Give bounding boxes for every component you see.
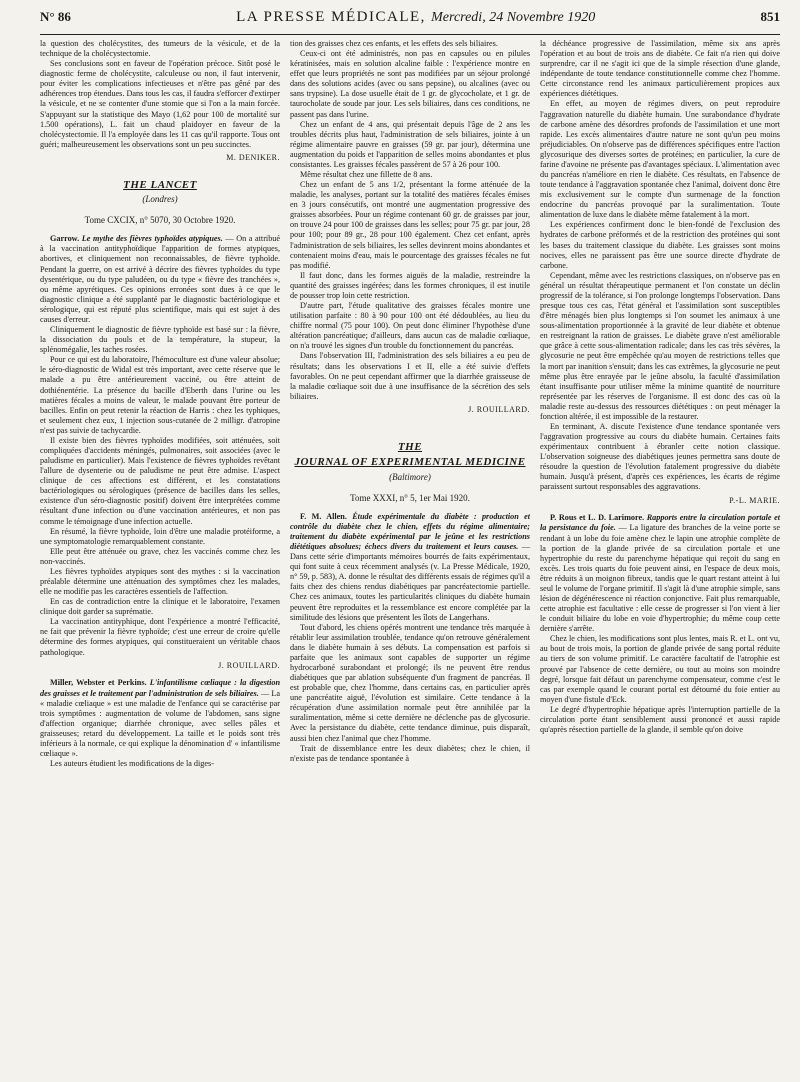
paragraph: la déchéance progressive de l'assimilation, même six ans après l'opération et au bout de trois ans de diabète. Ce fait n'a rien qui doive surprendre, car il ne s'agit ici que de la simple résection d'une glande, indépendante de toute tendance constitutionnelle comme chez l'homme. Cette circonstance rend les animaux particulièrement propices aux expériences diététiques.	[540, 39, 780, 99]
issue-date: Mercredi, 24 Novembre 1920	[431, 9, 596, 25]
paragraph: Tout d'abord, les chiens opérés montrent une tendance très marquée à rétablir leur assimilation troublée, tendance qu'on retrouve généralement dans le diabète humain à ses débuts. La compensation est parfois si parfaite que les animaux sont capables de supporter un régime hydrocarboné surabondant et prolongé; ils ne peuvent être rendus diabétiques que par ablation subséquente d'un fragment de pancréas. Il est probable que, chez l'homme, dans certains cas, en particulier après une pancréatite aiguë, l'évolution est similaire. Cette tendance à la récupération d'une assimilation normale peut être annihilée par la suralimentation, même si cette dernière ne déclenche pas de glycosurie. Avec la persistance du diabète, cette tendance diminue, puis disparaît, aussi bien chez l'animal que chez l'homme.	[290, 622, 530, 743]
page-header	[40, 0, 780, 35]
paragraph: Pour ce qui est du laboratoire, l'hémoculture est d'une valeur absolue; le séro-diagnostic de Widal est très important, avec cette réserve que le malade a pu être antérieurement vacciné, ou être atteint de dothiénentérie. La présence du bacille d'Eberth dans l'urine ou les matières fécales a moins de valeur, le malade pouvant être porteur de bacilles. Enfin on peut retenir la réaction de Harris : chez les typhiques, et seulement chez eux, 1 injection sous-cutanée de 2 milligr. d'atropine n'est pas suivie de tachycardie.	[40, 355, 280, 435]
column-3	[540, 39, 780, 769]
article-title: Étude expérimentale du diabète : production et contrôle du diabète chez le chien, effets du régime alimentaire; traitement du diabète expérimental par le jeûne et les restrictions diététiques absolues; échecs divers du traitement et leurs causes.	[290, 511, 530, 552]
article-author: F. M. Allen.	[300, 511, 347, 521]
journal-heading-line1: THE	[397, 440, 423, 453]
column-2	[290, 39, 530, 769]
paragraph: Chez un enfant de 4 ans, qui présentait depuis l'âge de 2 ans les troubles décrits plus haut, l'administration de sels biliaires, jointe à un régime alimentaire pauvre en graisses (59 gr. par jour), détermina une augmentation du poids et l'apparition de selles moins abondantes et plus consistantes. Les graisses fécales passèrent de 57 à 26 pour 100.	[290, 119, 530, 169]
paragraph: Même résultat chez une fillette de 8 ans.	[300, 170, 433, 180]
journal-heading-line2: JOURNAL OF EXPERIMENTAL MEDICINE	[294, 456, 526, 469]
paragraph: Les fièvres typhoïdes atypiques sont des mythes : si la vaccination préalable détermine une atténuation des symptômes chez les malades, elle ne modifie pas les caractères essentiels de l'affection.	[40, 566, 280, 597]
paragraph: Dans l'observation III, l'administration des sels biliaires a eu peu de résultats; dans les observations I et II, elle a été suivie d'effets favorables. On ne peut cependant affirmer que la diarrhée graisseuse de la maladie cœliaque soit due à une insuffisance de la sécrétion des sels biliaires.	[290, 351, 530, 401]
issue-number: N° 86	[40, 9, 71, 24]
paragraph: Cliniquement le diagnostic de fièvre typhoïde est basé sur : la fièvre, la dissociation du pouls et de la température, la stupeur, la splénomégalie, les taches rosées.	[40, 325, 280, 355]
signature: J. ROUILLARD.	[468, 404, 530, 414]
journal-city: (Londres)	[142, 194, 178, 205]
paragraph: Il existe bien des fièvres typhoïdes modifiées, soit atténuées, soit compliquées d'accidents méningés, pulmonaires, soit associées (avec le paludisme en particulier). Mais l'existence de fièvres typhoïdes revêtant l'allure de dysenterie ou de paludisme ne peut être admise. L'aspect clinique de ces affections est différent, et les constatations bactériologiques ou sérologiques (présence de bacilles dans les selles, existence d'un séro-diagnostic positif) doivent être interprétées comme résultant d'une infection ou d'une vaccination antérieures, et non pas comme le témoignage d'une infection actuelle.	[40, 435, 280, 526]
article-text: — La ligature des branches de la veine porte se rendant à un lobe du foie amène chez le lapin une atrophie complète de la portion de la glande privée de sa circulation portale et une hypertrophie du reste du parenchyme hépatique qui reçoit du sang en excès. Les trois quarts du foie peuvent ainsi, en l'espace de deux mois, être réduits à un moignon fibreux, tandis que le quart restant atteint à lui seul le volume de l'organe primitif. Il s'agit là d'une atrophie simple, sans lésion de dégénérescence ni réaction conjonctive. Fait plus remarquable, cette atrophie est facultative : elle cesse de progresser si l'on vient à lier le conduit biliaire du lobe en voie d'hypertrophie; du même coup cette dernière s'arrête.	[540, 523, 781, 634]
paragraph: En cas de contradiction entre la clinique et le laboratoire, l'examen clinique doit garder sa suprématie.	[40, 597, 280, 617]
paragraph: Trait de dissemblance entre les deux diabètes; chez le chien, il n'existe pas de tendance spontanée à	[290, 743, 530, 763]
article-intro	[40, 678, 280, 759]
paragraph: tion des graisses chez ces enfants, et les effets des sels biliaires.	[290, 39, 498, 48]
article-intro	[290, 512, 530, 623]
journal-issue: Tome CXCIX, n° 5070, 30 Octobre 1920.	[84, 215, 236, 226]
article-title: L'infantilisme cœliaque : la digestion des graisses et le traitement par l'administration de sels biliaires.	[40, 678, 281, 698]
paragraph: Il faut donc, dans les formes aiguës de la maladie, restreindre la quantité des graisses ingérées; dans les formes chroniques, il est inutile de pousser trop loin cette restriction.	[290, 270, 530, 300]
paragraph: la question des cholécystites, des tumeurs de la vésicule, et de la technique de la cholécystectomie.	[40, 39, 280, 59]
paragraph: Ceux-ci ont été administrés, non pas en capsules ou en pilules kératinisées, mais en solution alcaline faible : l'expérience montre en effet que leurs propriétés ne sont pas modifiées par un séjour prolongé dans des solutions acides (avec ou sans pepsine), ou alcalines (avec ou sans trypsine). La dose usuelle était de 1 gr. de glycocholate, et 1 gr. de taurocholate de soude par jour. Les sels biliaires, dans ces conditions, ne passent pas dans l'urine.	[290, 49, 530, 119]
journal-issue: Tome XXXI, n° 5, 1er Mai 1920.	[350, 492, 470, 503]
paragraph: En résumé, la fièvre typhoïde, loin d'être une maladie protéiforme, a une symptomatologie remarquablement constante.	[40, 526, 280, 546]
paragraph: Chez le chien, les modifications sont plus lentes, mais R. et L. ont vu, au bout de trois mois, la portion de glande privée de sang portal réduite au tiers de son volume primitif. Le caractère facultatif de l'atrophie est prouvé par l'absence de cette dernière, ou tout au moins son moindre degré, lorsque fait défaut un parenchyme compensateur, comme c'est le cas par exemple quand le courant portal est détourné du foie entier au moyen d'une fistule d'Eck.	[540, 634, 780, 704]
paragraph: D'autre part, l'étude qualitative des graisses fécales montre une utilisation parfaite : 80 à 90 pour 100 ont été dédoublées, au lieu du chiffre normal (75 pour 100). On peut donc éliminer l'hypothèse d'une altération pancréatique; d'ailleurs, dans aucun cas de maladie cœliaque, on n'a trouvé les signes d'un trouble du fonctionnement du pancréas.	[290, 301, 530, 351]
column-1	[40, 39, 280, 769]
page-number: 851	[760, 9, 780, 24]
article-author: Miller, Webster et Perkins.	[50, 678, 147, 688]
signature: M. DENIKER.	[226, 152, 280, 162]
article-author: Garrow.	[50, 234, 80, 244]
journal-name: LA PRESSE MÉDICALE,	[236, 8, 426, 25]
paragraph: La vaccination antityphique, dont l'expérience a montré l'efficacité, ne fait que prévenir la fièvre typhoïde; c'est une erreur de croire qu'elle détermine des formes atypiques, qui constitueraient un véritable chaos pathologique.	[40, 617, 280, 657]
masthead-title	[236, 9, 595, 26]
paragraph: Le degré d'hypertrophie hépatique après l'interruption partielle de la circulation porte étant sensiblement aussi prononcé et aussi rapide qu'après résection partielle de la glande, il semble qu'on doive	[540, 704, 780, 734]
paragraph: En terminant, A. discute l'existence d'une tendance spontanée vers l'aggravation progressive au cours du diabète humain. Certaines faits expérimentaux contribuent à ébranler cette notion classique. L'observation soigneuse des diabétiques jeunes permettra sans doute de résoudre la question de l'évolution fatalement progressive du diabète humain. Jusqu'à présent, d'après ces expériences, les écarts de régime paraissent surtout responsables des aggravations.	[540, 421, 780, 492]
signature: P.-L. MARIE.	[729, 495, 780, 505]
paragraph: Les auteurs étudient les modifications de la diges-	[50, 759, 214, 769]
article-intro	[540, 513, 780, 634]
paragraph: Les expériences confirment donc le bien-fondé de l'exclusion des hydrates de carbone préformés et de la restriction des protéines qui sont les bases du traitement classique du diabète. Les graisses sont moins nocives, elles ne paraissent pas être une source directe d'hydrate de carbone.	[540, 220, 780, 270]
article-title: Rapports entre la circulation portale et la persistance du foie.	[540, 513, 781, 533]
journal-heading: THE LANCET	[123, 178, 197, 191]
signature: J. ROUILLARD.	[218, 660, 280, 670]
article-text: — Dans cette série d'importants mémoires bourrés de faits expérimentaux, qui font suite à ceux récemment analysés (v. La Presse Médicale, 1920, n° 59, p. 583), A. donne le résultat des différents essais de régimes qu'il a faits chez des chiens rendus diabétiques par pancréatectomie partielle. Chez ces animaux, toutes les particularités cliniques du diabète humain peuvent être reproduites et la ressemblance est encore complétée par la similitude des lésions que présentent les îlots de Langerhans.	[290, 542, 530, 622]
article-author: P. Rous et L. D. Larimore.	[550, 513, 645, 523]
paragraph: En effet, au moyen de régimes divers, on peut reproduire l'aggravation naturelle du diabète humain. Une surabondance d'hydrate de carbone amène des désordres profonds de l'assimilation et une mort rapide. Les excès alimentaires d'autre nature ne sont qu'un peu moins préjudiciables. On n'observe pas de différences spécifiques entre l'action glycosurique des diverses sortes de protéines; en particulier, la cure de farine d'avoine ne présente pas d'avantages spéciaux. L'alimentation avec du pancréas n'améliore en rien le diabète. Ces résultats, en l'absence de toute tendance à l'aggravation spontanée chez l'animal, doivent donc être mis exclusivement sur le compte d'un surmenage de la fonction endocrine du pancréas provoqué par la suralimentation. Toute alimentation de luxe dans le diabète même fatalement à la mort.	[540, 99, 780, 220]
paragraph: Ses conclusions sont en faveur de l'opération précoce. Sitôt posé le diagnostic ferme de cholécystite, calculeuse ou non, il faut intervenir, pour éviter les complications infectieuses et n'être pas gêné par des adhérences trop étendues. Dans tous les cas, il faudra s'efforcer d'extirper la vésicule, et ne se contenter d'une stomie que si l'on a la main forcée. S'appuyant sur la statistique des Mayo (1,62 pour 100 de mortalité sur 1.500 opérations), L. fait un chaud plaidoyer en faveur de la cholécystectomie. Il l'a employée dans les 11 cas qu'il rapporte. Tous ont guéri; malheureusement les observations sont un peu succinctes.	[40, 59, 280, 149]
article-text: — La « maladie cœliaque » est une maladie de l'enfance qui se caractérise par trois symptômes : augmentation de volume de l'abdomen, sans signe d'affection organique; diarrhée chronique, avec selles pâles et graisseuses; retard du développement. La taille et le poids sont très inférieurs à la normale, ce qui explique la dénomination d' « infantilisme cœliaque ».	[40, 688, 281, 758]
journal-city: (Baltimore)	[389, 471, 431, 482]
article-title: Le mythe des fièvres typhoïdes atypiques.	[81, 234, 223, 244]
paragraph: Cependant, même avec les restrictions classiques, on n'observe pas en général un résultat thérapeutique permanent et l'on constate un déclin progressif de la tolérance, si l'on prolonge longtemps l'observation. Dans presque tous ces cas, l'état général et l'assimilation sont susceptibles d'être ménagés bien plus longtemps si l'on soumet les animaux à une sous-alimentation proportionnée à la gravité de leur diabète et obtenue en restreignant la ration de graisses. Le diabète grave n'est améliorable que grâce à cette sous-alimentation radicale; dans les cas très sévères, la glycosurie ne peut être empêchée qu'au moyen de restrictions telles que la mort par inanition s'ensuit; dans les cas extrêmes, la glycosurie ne peut même plus être enrayée par le jeûne absolu, la faculté d'assimilation étant insuffisante pour utiliser même la minime quantité de nourriture représentée par les réserves de l'organisme. Il est donc des cas où la maladie reste au-dessus des ressources diététiques : on peut ménager la fonction altérée, il est impossible de la restaurer.	[540, 270, 780, 421]
paragraph: Elle peut être atténuée ou grave, chez les vaccinés comme chez les non-vaccinés.	[40, 546, 280, 566]
paragraph: Chez un enfant de 5 ans 1/2, présentant la forme atténuée de la maladie, les analyses, portant sur la totalité des matières fécales émises en 3 jours consécutifs, ont montré une augmentation progressive des graisses absorbées. Pour un régime contenant 60 gr. de graisses par jour, on trouve 24 pour 100 de graisses dans les selles; pour 75 gr. par jour, 28 pour 100; pour 89 gr., 28 pour 100 également. Chez cet enfant, après l'administration de sels biliaires, les selles devinrent moins abondantes et contenaient moins d'eau, mais le pourcentage des graisses fécales ne fut pas modifié.	[290, 180, 530, 270]
article-intro	[40, 234, 280, 325]
article-text: — On a attribué à la vaccination antityphoïdique l'apparition de formes atypiques, abortives, et cliniquement non reconnaissables, de fièvre typhoïde. Pendant la guerre, on est arrivé à décrire des fièvres typhoïdes du type dysentérique, ou du type paludéen, ou du type « fièvre des tranchées », ou même apyrétiques. Ces opinions erronées sont dues à ce que le diagnostic clinique a été supplanté par le diagnostic bactériologique et sérologique, qui est réputé plus scientifique, mais qui est sujet à des causes d'erreur.	[40, 234, 281, 324]
columns	[40, 39, 780, 769]
